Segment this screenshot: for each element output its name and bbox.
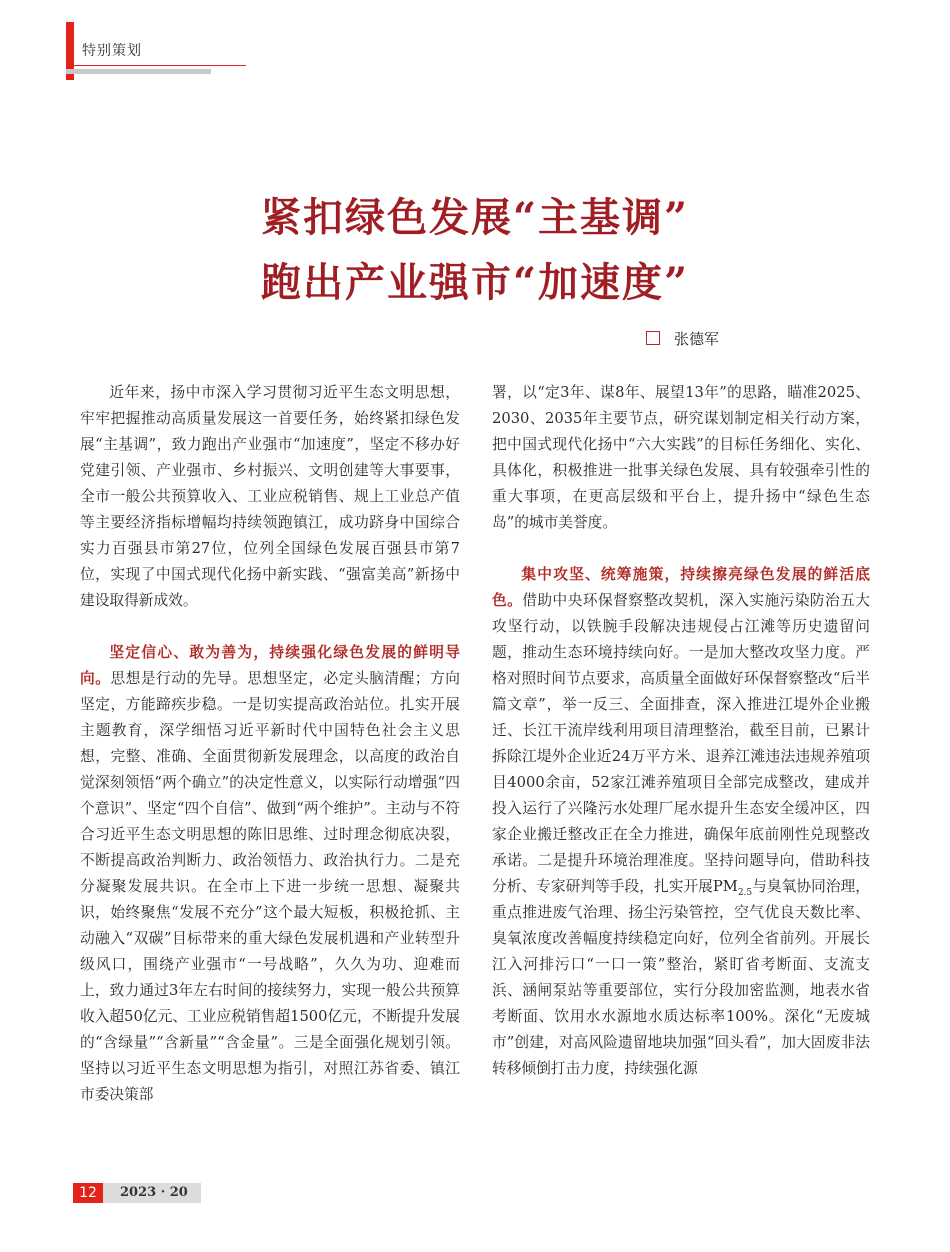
right-column bbox=[492, 380, 870, 1180]
article-title-line-1: 紧扣绿色发展“主基调” bbox=[260, 194, 689, 241]
section-1-body: 思想是行动的先导。思想坚定，必定头脑清醒；方向坚定，方能蹄疾步稳。一是切实提高政治站位。扎实开展主题教育，深学细悟习近平新时代中国特色社会主义思想，完整、准确、全面贯彻新发展理念，以高度的政治自觉深刻领悟“两个确立”的决定性意义，以实际行动增强“四个意识”、坚定“四个自信”、做到“两个维护”。主动与不符合习近平生态文明思想的陈旧思维、过时理念彻底决裂，不断提高政治判断力、政治领悟力、政治执行力。二是充分凝聚发展共识。在全市上下进一步统一思想、凝聚共识，始终聚焦“发展不充分”这个最大短板，积极抢抓、主动融入“双碳”目标带来的重大绿色发展机遇和产业转型升级风口，围绕产业强市“一号战略”，久久为功、迎难而上，致力通过3年左右时间的接续努力，实现一般公共预算收入超50亿元、工业应税销售超1500亿元，不断提升发展的“含绿量”“含新量”“含金量”。三是全面强化规划引领。坚持以习近平生态文明思想为指引，对照江苏省委、镇江市委决策部 bbox=[80, 670, 460, 1103]
section-2-body-a: 借助中央环保督察整改契机，深入实施污染防治五大攻坚行动，以铁腕手段解决违规侵占江滩等历史遗留问题，推动生态环境持续向好。一是加大整改攻坚力度。严格对照时间节点要求，高质量全面做好环保督察整改“后半篇文章”，举一反三、全面排查，深入推进江堤外企业搬迁、长江干流岸线利用项目清理整治，截至目前，已累计拆除江堤外企业近24万平方米、退养江滩违法违规养殖项目4000余亩，52家江滩养殖项目全部完成整改，建成并投入运行了兴隆污水处理厂尾水提升生态安全缓冲区，四家企业搬迁整改正在全力推进，确保年底前刚性兑现整改承诺。二是提升环境治理准度。坚持问题导向，借助科技分析、专家研判等手段，扎实开展PM bbox=[492, 592, 870, 895]
section-1-heading: 坚定信心、敢为善为，持续强化绿色发展的鲜明导向。 bbox=[80, 644, 460, 687]
left-column bbox=[80, 380, 460, 1180]
article-title-line-2: 跑出产业强市“加速度” bbox=[260, 259, 689, 306]
section-2-paragraph bbox=[492, 562, 870, 1082]
header-rule-red bbox=[66, 65, 246, 66]
section-2-body-b: 与臭氧协同治理，重点推进废气治理、扬尘污染管控，空气优良天数比率、臭氧浓度改善幅度持续稳定向好，位列全省前列。开展长江入河排污口“一口一策”整治，紧盯省考断面、支流支浜、涵闸泵站等重要部位，实行分段加密监测，地表水省考断面、饮用水水源地水质达标率100%。深化“无废城市”创建，对高风险遗留地块加强“回头看”，加大固废非法转移倾倒打击力度，持续强化源 bbox=[492, 878, 870, 1077]
intro-paragraph: 近年来，扬中市深入学习贯彻习近平生态文明思想，牢牢把握推动高质量发展这一首要任务，始终紧扣绿色发展“主基调”，致力跑出产业强市“加速度”，坚定不移办好党建引领、产业强市、乡村振兴、文明创建等大事要事，全市一般公共预算收入、工业应税销售、规上工业总产值等主要经济指标增幅均持续领跑镇江，成功跻身中国综合实力百强县市第27位，位列全国绿色发展百强县市第7位，实现了中国式现代化扬中新实践、“强富美高”新扬中建设取得新成效。 bbox=[80, 384, 460, 609]
issue-label: 2023 · 20 bbox=[120, 1185, 188, 1200]
square-icon bbox=[646, 331, 660, 345]
author-name: 张德军 bbox=[674, 330, 720, 348]
section-1-paragraph bbox=[80, 640, 460, 1108]
byline bbox=[646, 328, 719, 349]
section-2-heading: 集中攻坚、统筹施策，持续擦亮绿色发展的鲜活底色。 bbox=[492, 566, 870, 609]
pm-subscript: 2.5 bbox=[737, 887, 753, 898]
page-number: 12 bbox=[73, 1183, 103, 1203]
continued-paragraph: 署，以“定3年、谋8年、展望13年”的思路，瞄准2025、2030、2035年主要节点，研究谋划制定相关行动方案，把中国式现代化扬中“六大实践”的目标任务细化、实化、具体化，积极推进一批事关绿色发展、具有较强牵引性的重大事项，在更高层级和平台上，提升扬中“绿色生态岛”的城市美誉度。 bbox=[492, 384, 870, 531]
section-label: 特别策划 bbox=[82, 43, 142, 59]
header-rule-gray bbox=[66, 69, 211, 74]
